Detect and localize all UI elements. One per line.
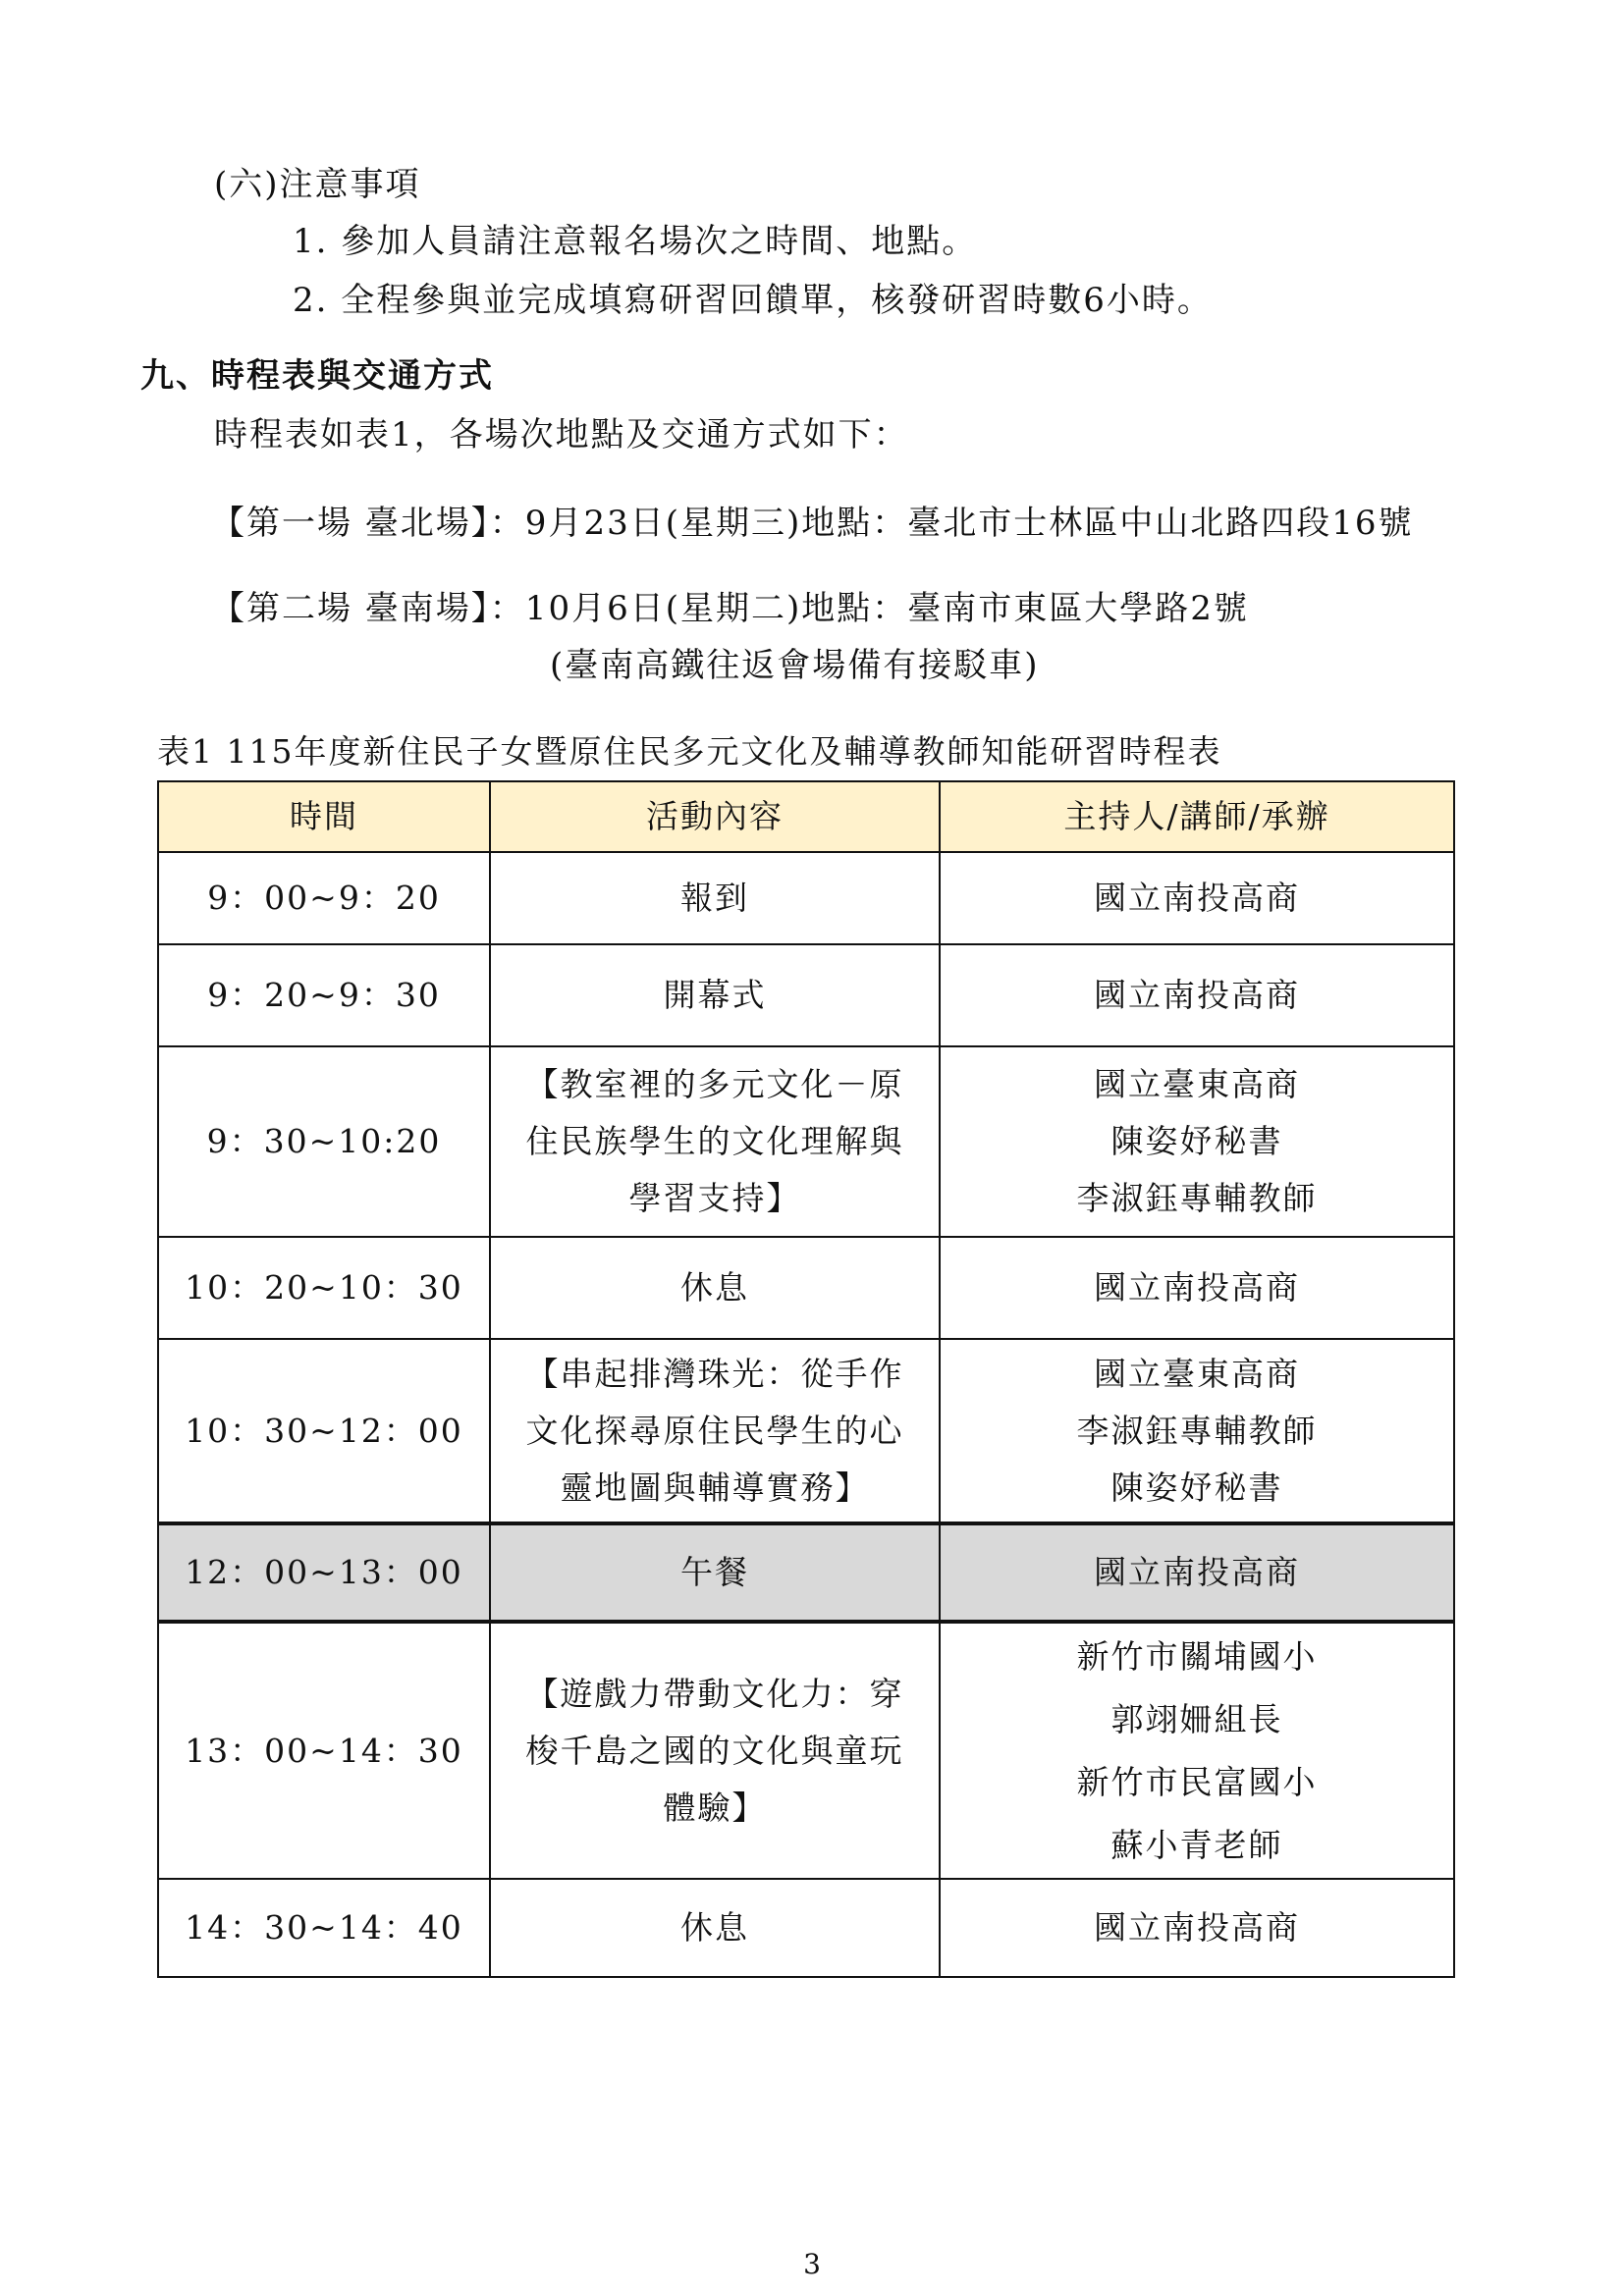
table-row bbox=[158, 1237, 1454, 1339]
header-time: 時間 bbox=[158, 781, 490, 852]
cell-host bbox=[940, 944, 1454, 1046]
activity-line: 住民族學生的文化理解與 bbox=[525, 1122, 904, 1160]
cell-activity bbox=[490, 1879, 940, 1977]
table-row-lunch bbox=[158, 1523, 1454, 1622]
table-row bbox=[158, 1622, 1454, 1879]
activity-line: 【遊戲力帶動文化力：穿 bbox=[525, 1674, 904, 1713]
session2-info: 【第二場 臺南場】：10月6日(星期二)地點：臺南市東區大學路2號 bbox=[211, 589, 1249, 628]
activity-line: 休息 bbox=[680, 1268, 749, 1307]
host-line: 新竹市民富國小 bbox=[1076, 1762, 1318, 1801]
table-caption: 表1 115年度新住民子女暨原住民多元文化及輔導教師知能研習時程表 bbox=[157, 732, 1222, 771]
notes-item-2: 2. 全程參與並完成填寫研習回饋單，核發研習時數6小時。 bbox=[293, 281, 1213, 320]
cell-activity bbox=[490, 1046, 940, 1237]
cell-host bbox=[940, 1046, 1454, 1237]
section9-heading: 九、時程表與交通方式 bbox=[140, 356, 494, 396]
host-line: 國立南投高商 bbox=[1094, 1268, 1300, 1307]
table-row bbox=[158, 1339, 1454, 1523]
table-row bbox=[158, 1046, 1454, 1237]
host-line: 李淑鈺專輔教師 bbox=[1076, 1179, 1318, 1217]
schedule-table bbox=[157, 780, 1455, 1978]
activity-line: 學習支持】 bbox=[628, 1179, 801, 1217]
cell-activity bbox=[490, 1237, 940, 1339]
host-line: 國立臺東高商 bbox=[1094, 1354, 1300, 1393]
header-activity: 活動內容 bbox=[490, 781, 940, 852]
host-line: 陳姿妤秘書 bbox=[1110, 1122, 1283, 1160]
notes-heading: (六)注意事項 bbox=[214, 165, 421, 204]
cell-host bbox=[940, 1339, 1454, 1523]
cell-time: 9：20~9：30 bbox=[158, 944, 490, 1046]
activity-line: 【串起排灣珠光：從手作 bbox=[525, 1354, 904, 1393]
activity-line: 報到 bbox=[680, 879, 749, 917]
cell-time: 10：30~12：00 bbox=[158, 1339, 490, 1523]
activity-line: 梭千島之國的文化與童玩 bbox=[525, 1731, 904, 1770]
page-number: 3 bbox=[803, 2248, 821, 2280]
cell-activity bbox=[490, 944, 940, 1046]
host-line: 李淑鈺專輔教師 bbox=[1076, 1411, 1318, 1450]
cell-time: 9：00~9：20 bbox=[158, 852, 490, 944]
cell-time: 14：30~14：40 bbox=[158, 1879, 490, 1977]
activity-line: 文化探尋原住民學生的心 bbox=[525, 1411, 904, 1450]
cell-time: 10：20~10：30 bbox=[158, 1237, 490, 1339]
host-line: 新竹市關埔國小 bbox=[1076, 1636, 1318, 1676]
table-row bbox=[158, 1879, 1454, 1977]
activity-line: 開幕式 bbox=[663, 976, 767, 1014]
cell-time: 12：00~13：00 bbox=[158, 1523, 490, 1622]
header-host: 主持人/講師/承辦 bbox=[940, 781, 1454, 852]
cell-host bbox=[940, 1622, 1454, 1879]
host-line: 國立南投高商 bbox=[1094, 976, 1300, 1014]
host-line: 國立臺東高商 bbox=[1094, 1065, 1300, 1103]
notes-item-1: 1. 參加人員請注意報名場次之時間、地點。 bbox=[293, 222, 978, 261]
session2-shuttle-note: (臺南高鐵往返會場備有接駁車) bbox=[550, 646, 1040, 685]
host-line: 郭翊姍組長 bbox=[1110, 1699, 1283, 1738]
cell-host bbox=[940, 1879, 1454, 1977]
host-line: 國立南投高商 bbox=[1094, 1553, 1300, 1591]
activity-line: 休息 bbox=[680, 1908, 749, 1947]
activity-line: 午餐 bbox=[680, 1553, 749, 1591]
cell-time: 13：00~14：30 bbox=[158, 1622, 490, 1879]
table-header-row bbox=[158, 781, 1454, 852]
section9-intro: 時程表如表1，各場次地點及交通方式如下： bbox=[214, 415, 909, 454]
cell-activity bbox=[490, 852, 940, 944]
host-line: 國立南投高商 bbox=[1094, 879, 1300, 917]
cell-time: 9：30~10:20 bbox=[158, 1046, 490, 1237]
host-line: 蘇小青老師 bbox=[1110, 1825, 1283, 1864]
activity-line: 靈地圖與輔導實務】 bbox=[560, 1468, 870, 1507]
host-line: 國立南投高商 bbox=[1094, 1908, 1300, 1947]
activity-line: 【教室裡的多元文化－原 bbox=[525, 1065, 904, 1103]
activity-line: 體驗】 bbox=[663, 1788, 767, 1827]
table-row bbox=[158, 944, 1454, 1046]
cell-host bbox=[940, 1237, 1454, 1339]
session1-info: 【第一場 臺北場】：9月23日(星期三)地點：臺北市士林區中山北路四段16號 bbox=[211, 504, 1414, 543]
host-line: 陳姿妤秘書 bbox=[1110, 1468, 1283, 1507]
cell-activity bbox=[490, 1622, 940, 1879]
cell-host bbox=[940, 1523, 1454, 1622]
cell-activity bbox=[490, 1523, 940, 1622]
cell-host bbox=[940, 852, 1454, 944]
table-row bbox=[158, 852, 1454, 944]
cell-activity bbox=[490, 1339, 940, 1523]
